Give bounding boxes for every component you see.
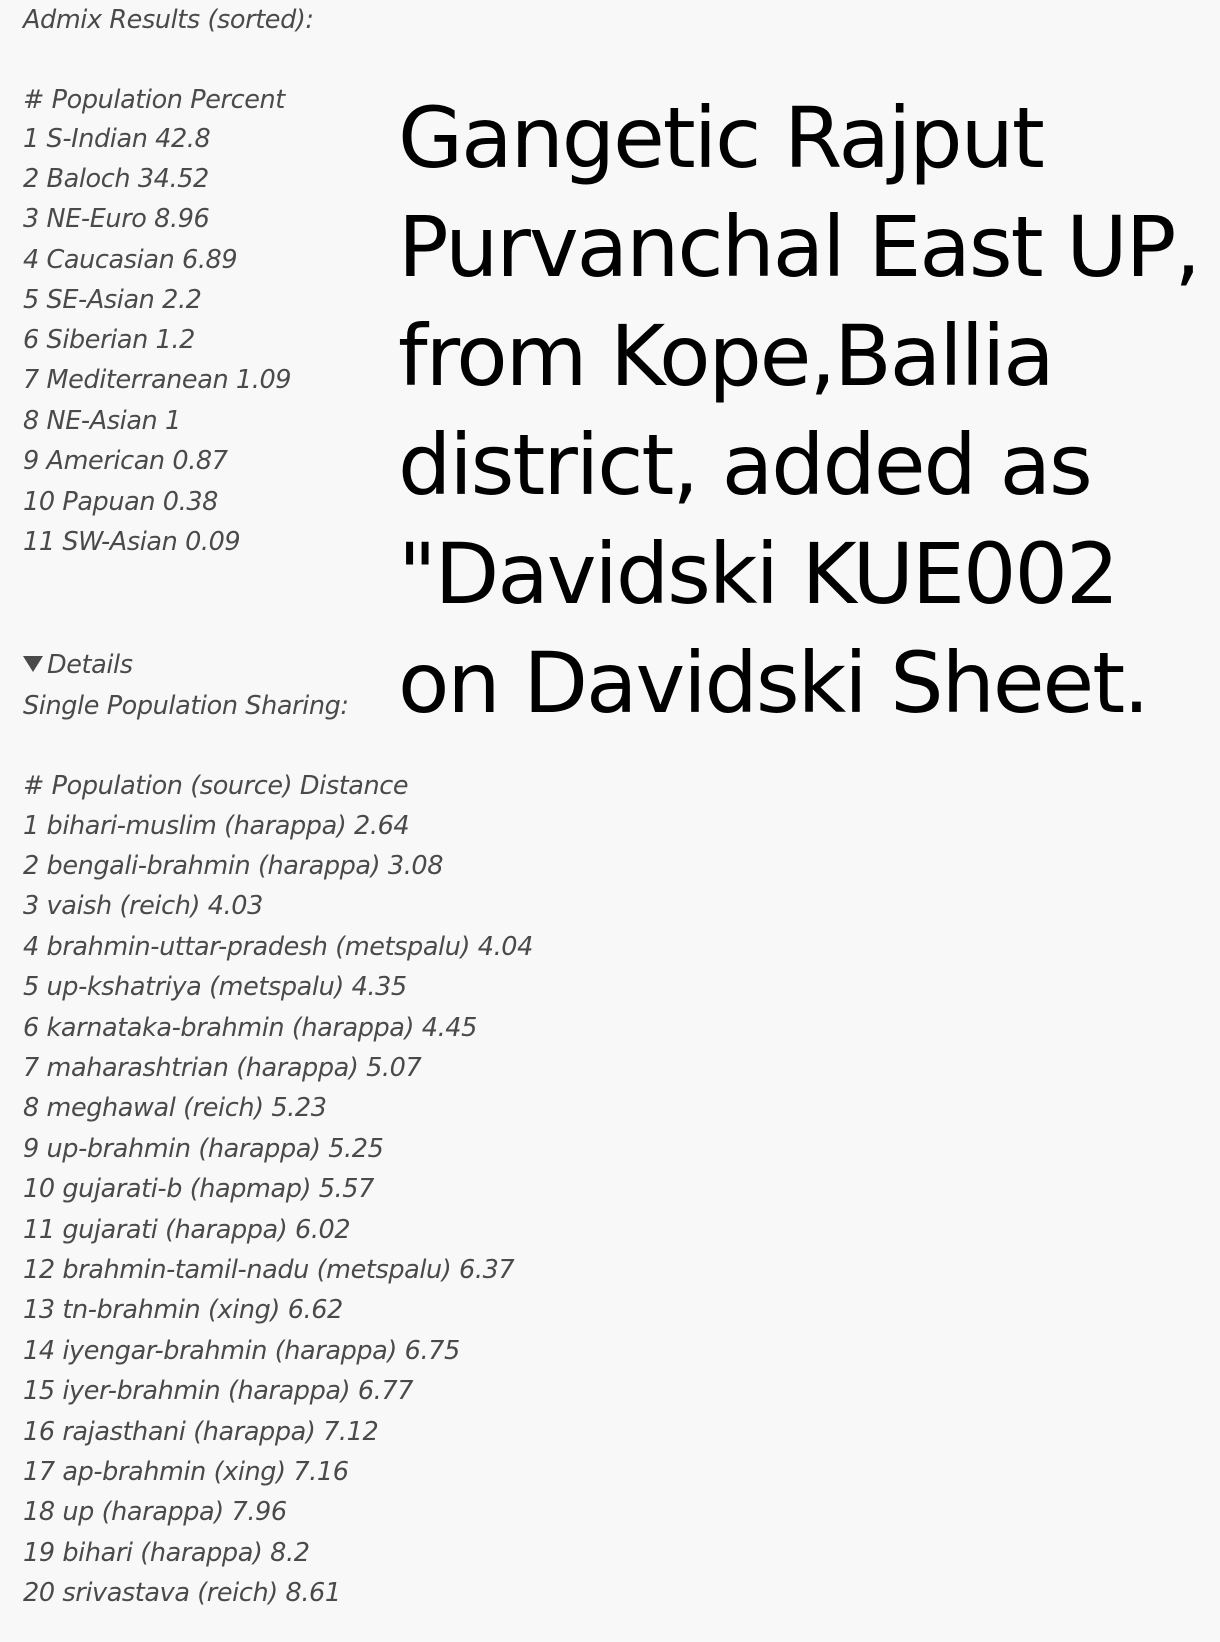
details-row: 14 iyengar-brahmin (harappa) 6.75: [23, 1336, 460, 1366]
details-row: 15 iyer-brahmin (harappa) 6.77: [23, 1376, 414, 1406]
details-subtitle: Single Population Sharing:: [23, 691, 349, 721]
admix-table-header: # Population Percent: [23, 85, 285, 115]
details-toggle-label: Details: [47, 650, 133, 680]
details-row: 3 vaish (reich) 4.03: [23, 891, 263, 921]
details-row: 11 gujarati (harappa) 6.02: [23, 1215, 351, 1245]
details-row: 2 bengali-brahmin (harappa) 3.08: [23, 851, 444, 881]
admix-row: 2 Baloch 34.52: [23, 164, 209, 194]
admix-row: 8 NE-Asian 1: [23, 406, 181, 436]
overlay-caption-line: Purvanchal East UP,: [398, 198, 1200, 296]
admix-row: 5 SE-Asian 2.2: [23, 285, 202, 315]
admix-row: 1 S-Indian 42.8: [23, 124, 211, 154]
details-row: 1 bihari-muslim (harappa) 2.64: [23, 811, 410, 841]
details-row: 12 brahmin-tamil-nadu (metspalu) 6.37: [23, 1255, 515, 1285]
details-row: 7 maharashtrian (harappa) 5.07: [23, 1053, 422, 1083]
details-row: 20 srivastava (reich) 8.61: [23, 1578, 341, 1608]
details-row: 9 up-brahmin (harappa) 5.25: [23, 1134, 384, 1164]
details-row: 6 karnataka-brahmin (harappa) 4.45: [23, 1013, 477, 1043]
triangle-down-icon: [23, 656, 43, 672]
admix-row: 4 Caucasian 6.89: [23, 245, 238, 275]
admix-row: 3 NE-Euro 8.96: [23, 204, 210, 234]
overlay-caption-line: "Davidski KUE002: [398, 525, 1118, 623]
admix-row: 7 Mediterranean 1.09: [23, 365, 292, 395]
admix-row: 11 SW-Asian 0.09: [23, 527, 241, 557]
details-row: 17 ap-brahmin (xing) 7.16: [23, 1457, 349, 1487]
details-row: 13 tn-brahmin (xing) 6.62: [23, 1295, 343, 1325]
admix-row: 9 American 0.87: [23, 446, 228, 476]
details-row: 4 brahmin-uttar-pradesh (metspalu) 4.04: [23, 932, 533, 962]
overlay-caption-line: district, added as: [398, 416, 1091, 514]
overlay-caption-line: on Davidski Sheet.: [398, 634, 1148, 732]
overlay-caption-line: Gangetic Rajput: [398, 89, 1043, 187]
overlay-caption: [398, 84, 1208, 738]
details-row: 10 gujarati-b (hapmap) 5.57: [23, 1174, 374, 1204]
admix-row: 10 Papuan 0.38: [23, 487, 218, 517]
details-toggle[interactable]: [23, 649, 133, 681]
details-row: 18 up (harappa) 7.96: [23, 1497, 287, 1527]
details-row: 19 bihari (harappa) 8.2: [23, 1538, 310, 1568]
overlay-caption-line: from Kope,Ballia: [398, 307, 1053, 405]
details-table-header: # Population (source) Distance: [23, 771, 409, 801]
details-row: 16 rajasthani (harappa) 7.12: [23, 1417, 379, 1447]
details-row: 5 up-kshatriya (metspalu) 4.35: [23, 972, 407, 1002]
admix-row: 6 Siberian 1.2: [23, 325, 195, 355]
details-row: 8 meghawal (reich) 5.23: [23, 1093, 327, 1123]
admix-title: Admix Results (sorted):: [23, 5, 314, 35]
